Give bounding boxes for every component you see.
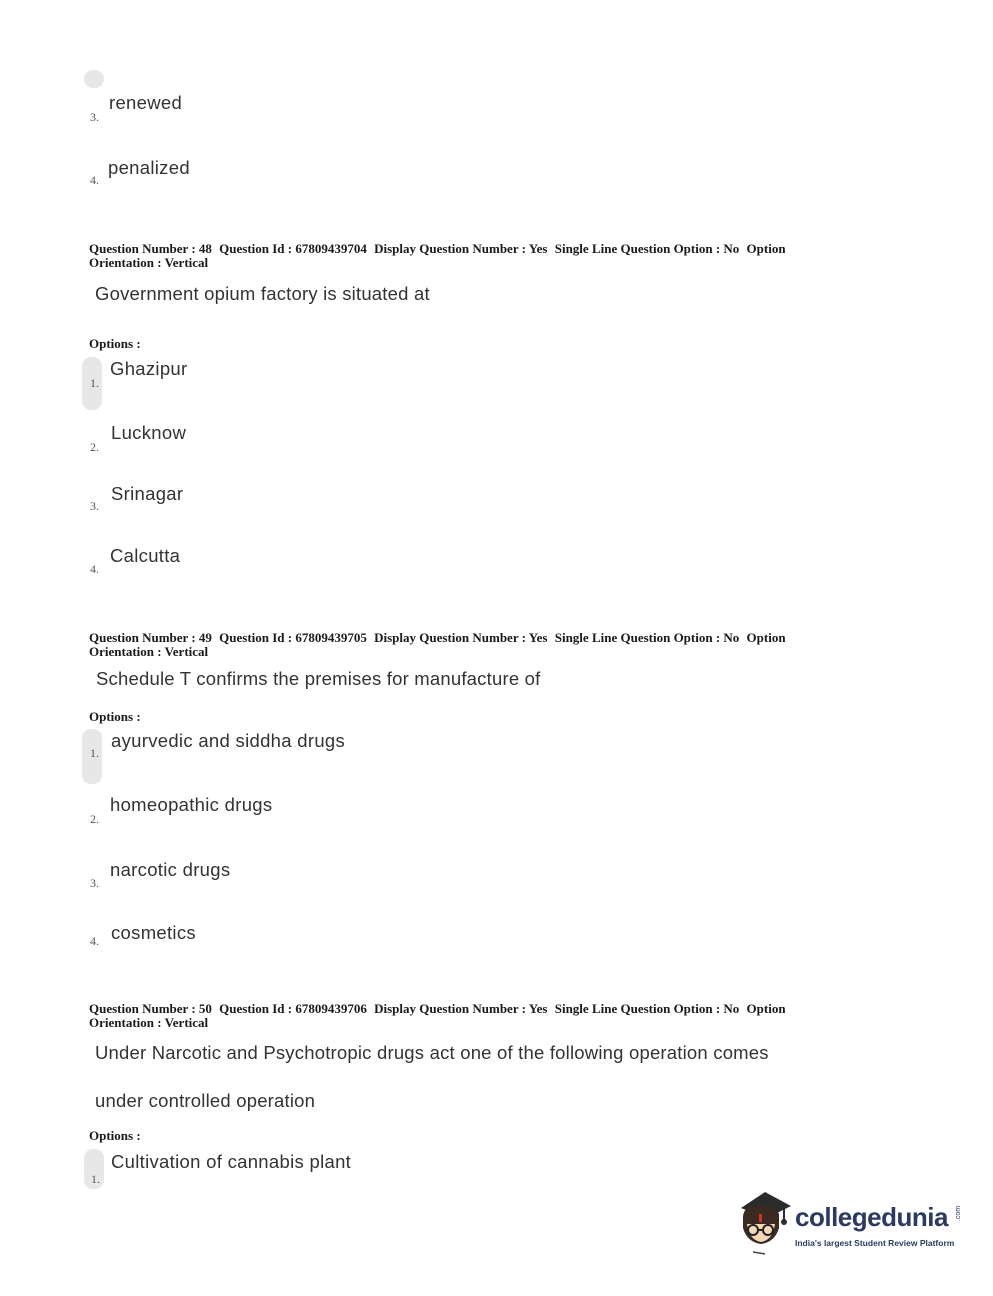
option-number: 4. — [90, 934, 99, 948]
option-text: homeopathic drugs — [110, 794, 273, 815]
option-text: narcotic drugs — [110, 859, 231, 880]
question-meta: Question Number : 48 Question Id : 67809439704 Display Question Number : Yes Single Line Question Option : No Option Orientation : Vertical — [89, 241, 786, 270]
question-meta: Question Number : 50 Question Id : 67809439706 Display Question Number : Yes Single Line Question Option : No Option Orientation : Vertical — [89, 1001, 786, 1030]
selection-marker — [84, 70, 104, 88]
question-text: Government opium factory is situated at — [95, 283, 430, 304]
option-text: Cultivation of cannabis plant — [111, 1151, 352, 1172]
option-number: 3. — [90, 110, 99, 124]
collegedunia-logo — [735, 1188, 965, 1258]
option-text: Lucknow — [111, 422, 187, 443]
option-number: 3. — [90, 876, 99, 890]
option-number: 3. — [90, 499, 99, 513]
question-text-line1: Under Narcotic and Psychotropic drugs act one of the following operation comes — [95, 1042, 769, 1063]
logo-wordmark: collegedunia — [795, 1202, 948, 1232]
option-text: Srinagar — [111, 483, 184, 504]
options-label: Options : — [89, 336, 141, 351]
option-number: 1. — [90, 376, 99, 390]
option-text: ayurvedic and siddha drugs — [111, 730, 346, 751]
option-text: Calcutta — [110, 545, 181, 566]
option-text: renewed — [109, 92, 183, 113]
question-text-line2: under controlled operation — [95, 1090, 316, 1111]
option-text: Ghazipur — [110, 358, 188, 379]
question-text: Schedule T confirms the premises for manufacture of — [96, 668, 541, 689]
option-text: penalized — [108, 157, 190, 178]
option-number: 4. — [90, 562, 99, 576]
option-number: 1. — [90, 746, 99, 760]
logo-tagline: India's largest Student Review Platform — [795, 1238, 955, 1248]
option-number: 2. — [90, 812, 99, 826]
option-number: 1. — [91, 1172, 100, 1186]
options-label: Options : — [89, 1128, 141, 1143]
option-number: 4. — [90, 173, 99, 187]
option-number: 2. — [90, 440, 99, 454]
graduate-mascot-icon — [735, 1188, 793, 1258]
logo-suffix: .com — [955, 1205, 963, 1222]
options-label: Options : — [89, 709, 141, 724]
question-meta: Question Number : 49 Question Id : 67809439705 Display Question Number : Yes Single Line Question Option : No Option Orientation : Vertical — [89, 630, 786, 659]
option-text: cosmetics — [111, 922, 196, 943]
